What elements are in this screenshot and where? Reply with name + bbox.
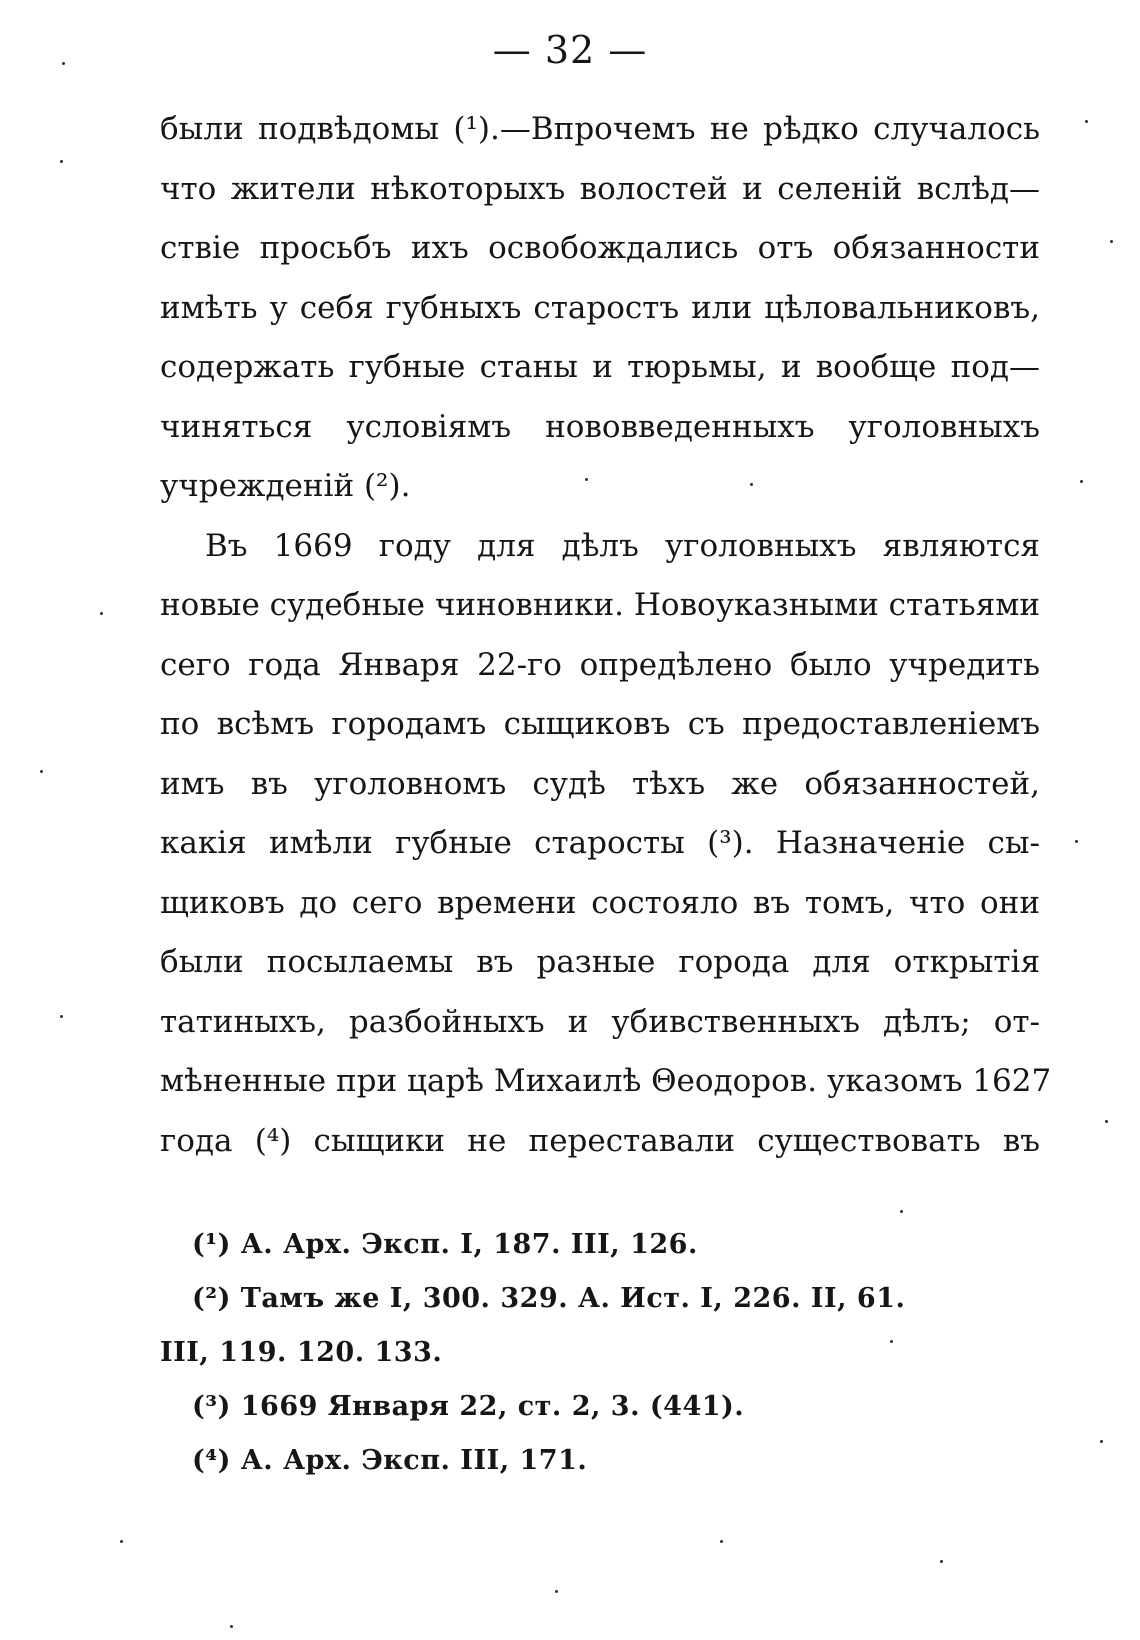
scan-speck (60, 1015, 63, 1018)
footnote-4: (⁴) А. Арх. Эксп. III, 171. (192, 1445, 588, 1476)
text-line: сего года Января 22-го опредѣлено было учредить (160, 646, 1040, 683)
scan-speck (750, 483, 753, 486)
footnote-1: (¹) А. Арх. Эксп. I, 187. III, 126. (192, 1229, 698, 1260)
scan-speck (230, 1625, 233, 1628)
text-line: имѣть у себя губныхъ старостъ или цѣловальниковъ, (160, 289, 1040, 326)
scan-speck (585, 478, 588, 481)
footnote-3: (³) 1669 Января 22, ст. 2, 3. (441). (192, 1391, 745, 1422)
footnote-2: (²) Тамъ же I, 300. 329. А. Ист. I, 226. II, 61. (192, 1283, 906, 1314)
scan-speck (1105, 1120, 1108, 1123)
scan-speck (1100, 1440, 1103, 1443)
text-line: были посылаемы въ разные города для открытія (160, 944, 1040, 980)
scan-speck (890, 1340, 893, 1343)
footnotes (160, 1218, 1040, 1488)
text-line: мѣненные при царѣ Михаилѣ Θеодоров. указомъ 1627 (160, 1063, 1052, 1099)
scan-speck (100, 612, 103, 615)
scan-speck (720, 1540, 723, 1543)
page-number: — 32 — (492, 28, 648, 72)
text-line: какія имѣли губные старосты (³). Назначеніе сы- (160, 825, 1040, 861)
scan-speck (62, 62, 65, 65)
footnote-2-continued: III, 119. 120. 133. (160, 1337, 443, 1368)
scan-speck (940, 1560, 943, 1563)
text-line-paragraph-start: Въ 1669 году для дѣлъ уголовныхъ являются (205, 527, 1040, 564)
text-line: содержать губные станы и тюрьмы, и вообще под— (160, 349, 1040, 385)
body-text (160, 100, 1052, 1171)
scan-speck (1085, 120, 1088, 123)
scan-speck (120, 1540, 123, 1543)
text-line: что жители нѣкоторыхъ волостей и селеній вслѣд— (160, 170, 1040, 207)
scan-speck (555, 1590, 558, 1593)
scan-speck (1110, 240, 1113, 243)
scan-speck (1075, 840, 1078, 843)
text-line: татиныхъ, разбойныхъ и убивственныхъ дѣлъ; от- (160, 1003, 1040, 1040)
text-line: по всѣмъ городамъ сыщиковъ съ предоставленіемъ (160, 706, 1040, 742)
text-line: были подвѣдомы (¹).—Впрочемъ не рѣдко случалось (160, 111, 1040, 147)
scan-speck (60, 160, 63, 163)
text-line: щиковъ до сего времени состояло въ томъ, что они (160, 884, 1040, 921)
text-line: ствіе просьбъ ихъ освобождались отъ обязанности (160, 230, 1040, 266)
text-line: имъ въ уголовномъ судѣ тѣхъ же обязанностей, (160, 765, 1040, 802)
text-line: учрежденій (²). (160, 468, 411, 504)
scan-speck (900, 1210, 903, 1213)
scan-speck (1080, 480, 1083, 483)
scan-speck (40, 770, 43, 773)
text-line: года (⁴) сыщики не переставали существовать въ (160, 1122, 1040, 1159)
text-line: чиняться условіямъ нововведенныхъ уголовныхъ (160, 408, 1040, 445)
text-line: новые судебные чиновники. Новоуказными статьями (160, 587, 1041, 623)
